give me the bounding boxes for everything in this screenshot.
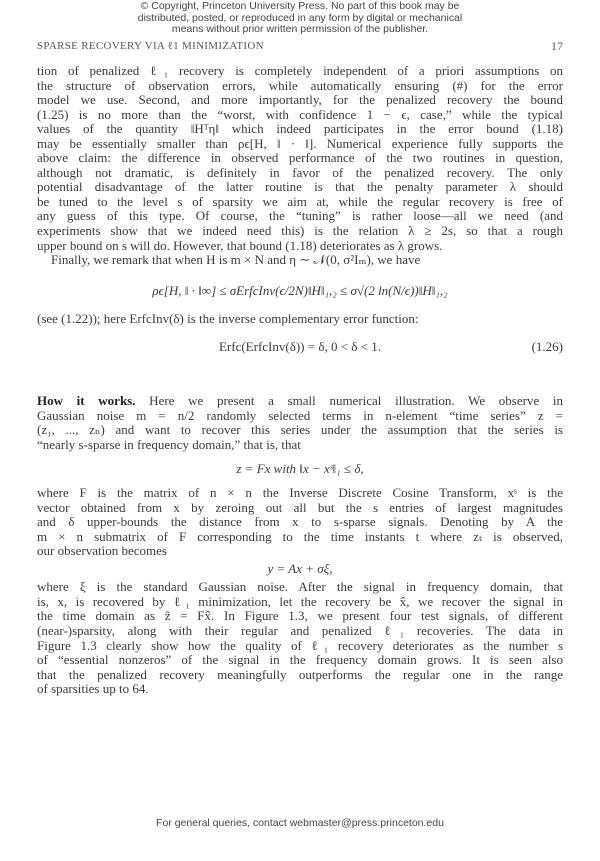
- paragraph-line: “nearly s-sparse in frequency domain,” that is, that: [37, 436, 301, 452]
- paragraph-line: and δ upper-bounds the distance from x to s-sparse signals. Denoting by A the: [37, 514, 563, 530]
- paragraph-line: above claim: the difference in observed performance of the two routines in question,: [37, 150, 563, 166]
- paragraph-line: although not dramatic, is definitely in favor of the penalized recovery. The only: [37, 164, 563, 180]
- equation-number: (1.26): [531, 338, 563, 354]
- paragraph-line: our observation becomes: [37, 543, 167, 559]
- copyright-line: means without prior written permission of the publisher.: [171, 23, 429, 35]
- paragraph-line: of “essential nonzeros” of the signal in the frequency domain grows. It is seen also: [37, 652, 563, 668]
- paragraph-line: be tuned to the level s of sparsity we aim at, while the regular recovery is free of: [37, 193, 563, 209]
- paragraph-erfcinv: (see (1.22)); here ErfcInv(δ) is the inverse complementary error function:: [37, 311, 419, 327]
- line-text: Here we present a small numerical illustration. We observe in: [135, 393, 564, 409]
- paragraph-line: where ξ is the standard Gaussian noise. After the signal in frequency domain, that: [37, 579, 563, 595]
- paragraph-line: vector obtained from x by zeroing out all but the s entries of largest magnitudes: [37, 499, 563, 515]
- page-body: [37, 64, 563, 697]
- paragraph-continuation: [37, 64, 563, 253]
- running-head: SPARSE RECOVERY VIA ℓ1 MINIMIZATION: [37, 40, 264, 52]
- footer-contact: For general queries, contact webmaster@press.princeton.edu: [156, 817, 444, 829]
- paragraph-finally: Finally, we remark that when H is m × N and η ∼ 𝒩(0, σ²Iₘ), we have: [51, 252, 421, 268]
- page-number: 17: [551, 39, 563, 53]
- paragraph-line: that the penalized recovery meaningfully outperforms the regular one in the range: [37, 666, 563, 682]
- paragraph-line: any guess of this type. Of course, the “tuning” is rather loose—all we need (and: [37, 208, 563, 224]
- paragraph-line: (1.25) is no more than the “worst, with confidence 1 − ϵ, case,” while the typical: [37, 106, 563, 122]
- paragraph-line: Figure 1.3 clearly show how the quality of ℓ₁ recovery deteriorates as the number s: [37, 637, 563, 653]
- paragraph-line: model we use. Second, and more importantly, for the penalized recovery the bound: [37, 92, 563, 108]
- section-heading: How it works.: [37, 393, 136, 409]
- paragraph-line: potential disadvantage of the latter routine is that the penalty parameter λ should: [37, 179, 563, 195]
- paragraph-line: [37, 394, 563, 409]
- paragraph-line: of sparsities up to 64.: [37, 681, 149, 697]
- paragraph-where-xi: [37, 580, 563, 696]
- equation-rho-bound: ρϵ[H, ‖ · ‖∞] ≤ σErfcInv(ϵ/2N)‖H‖₁,₂ ≤ σ√(2 ln(N/ϵ))‖H‖₁,₂: [152, 282, 448, 298]
- paragraph-line: may be essentially smaller than ρϵ[H, ‖ · ‖]. Numerical experience fully supports the: [37, 135, 563, 151]
- how-it-works-section: [37, 394, 563, 696]
- paragraph-line: (z₁, ..., zₙ) and want to recover this series under the assumption that the series is: [37, 422, 563, 438]
- equation-1-26: [37, 340, 563, 355]
- paragraph-line: the structure of observation errors, while automatically ensuring (#) for the error: [37, 77, 563, 93]
- copyright-notice: [0, 1, 600, 36]
- copyright-line: © Copyright, Princeton University Press. No part of this book may be: [140, 0, 460, 12]
- copyright-line: distributed, posted, or reproduced in any form by digital or mechanical: [137, 11, 463, 24]
- equation-observation: y = Ax + σξ,: [267, 560, 333, 576]
- paragraph-where-f: [37, 486, 563, 559]
- paragraph-line: values of the quantity ‖Hᵀη‖ which indeed participates in the error bound (1.18): [37, 121, 563, 137]
- paragraph-line: is, x, is recovered by ℓ₁ minimization, let the recovery be x̂, we recover the signal in: [37, 593, 563, 609]
- paragraph-line: m × n submatrix of F corresponding to the time instants t where zₜ is observed,: [37, 528, 563, 544]
- paragraph-line: where F is the matrix of n × n the Inverse Discrete Cosine Transform, xˢ is the: [37, 485, 563, 501]
- paragraph-line: Gaussian noise m = n/2 randomly selected terms in n-element “time series” z =: [37, 407, 563, 423]
- paragraph-line: experiments show that we indeed need this) is the relation λ ≥ 2s, so that a rough: [37, 223, 563, 239]
- paragraph-line: (near-)sparsity, along with their regular and penalized ℓ₁ recoveries. The data in: [37, 622, 563, 638]
- paragraph-line: tion of penalized ℓ₁ recovery is completely independent of a priori assumptions on: [37, 63, 563, 78]
- equation-erfc: Erfc(ErfcInv(δ)) = δ, 0 < δ < 1.: [218, 338, 381, 354]
- paragraph-line: the time domain as ẑ = Fx̂. In Figure 1.3, we present four test signals, of different: [37, 608, 563, 624]
- equation-sparse-model: z = Fx with ‖x − xˢ‖₁ ≤ δ,: [236, 461, 364, 477]
- paragraph-line: upper bound on s will do. However, that bound (1.18) deteriorates as λ grows.: [37, 237, 443, 253]
